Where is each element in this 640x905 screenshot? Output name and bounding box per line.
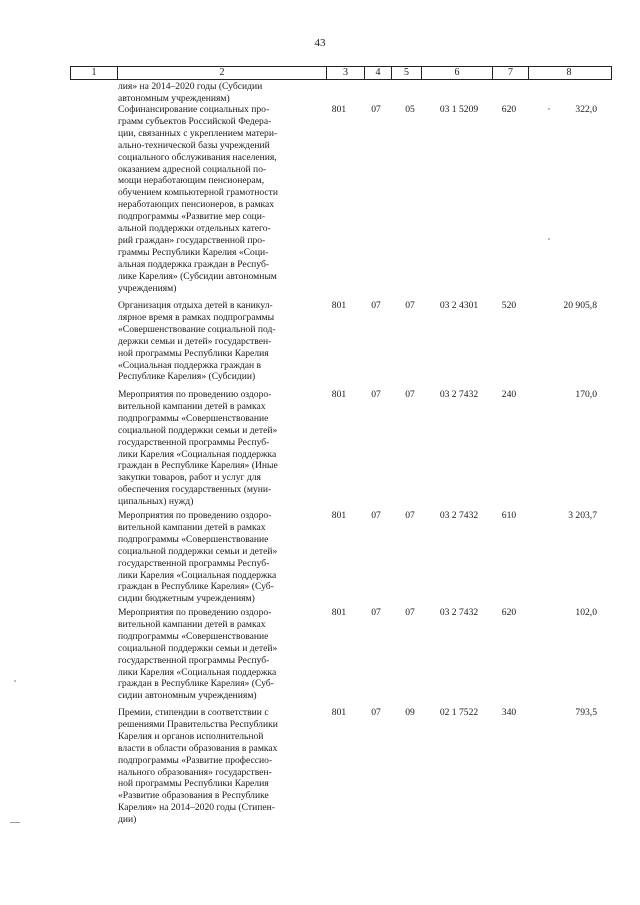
cell-target-article: 02 1 7522 [439, 707, 479, 718]
row-text-line: рий граждан» государственной про- [118, 234, 266, 246]
header-col-5: 5 [392, 67, 422, 79]
row-text-line: Мероприятия по проведению оздоро- [118, 607, 272, 618]
cell-target-article: 03 2 7432 [439, 607, 479, 618]
scan-artifact-dot [548, 108, 550, 110]
row-description [118, 300, 318, 383]
row-text-line: обеспечения государственных (муни- [118, 484, 272, 496]
cell-administrator-code: 801 [331, 510, 347, 521]
row-text-line: ально-технической базы учреждений [118, 139, 270, 151]
cell-subsection: 07 [405, 607, 415, 618]
row-text-line: граммы Республики Карелия «Соци- [118, 246, 269, 258]
row-text-line: Республике Карелия» (Субсидии) [118, 371, 256, 383]
cell-target-article: 03 2 4301 [439, 300, 479, 311]
row-text-line: ципальных) нужд) [118, 496, 194, 508]
row-text-line: государственной программы Респуб- [118, 436, 270, 448]
row-text-line: закупки товаров, работ и услуг для [118, 472, 261, 484]
cell-section: 07 [371, 607, 381, 618]
cell-target-article: 03 2 7432 [439, 510, 479, 521]
row-text-line: государственной программы Респуб- [118, 557, 270, 569]
row-text-line: дии) [118, 814, 137, 826]
row-text-line: вительной кампании детей в рамках [118, 618, 266, 630]
header-col-7: 7 [493, 67, 529, 79]
row-text-line: вительной кампании детей в рамках [118, 400, 266, 412]
cell-subsection: 07 [405, 510, 415, 521]
cell-amount: 20 905,8 [563, 300, 597, 311]
row-text-line: Карелия» на 2014–2020 годы (Стипен- [118, 802, 275, 814]
header-col-8: 8 [566, 67, 572, 78]
header-col-2: 2 [118, 67, 327, 79]
row-text-line: лики Карелия «Социальная поддержка [118, 569, 277, 581]
row-text-line: альная поддержка граждан в Респуб- [118, 258, 270, 270]
row-text-line: граждан в Республике Карелия» (Суб- [118, 581, 274, 593]
row-text-line: альной поддержки отдельных катего- [118, 223, 271, 235]
row-description [118, 104, 318, 295]
header-col-6: 6 [422, 67, 493, 79]
row-text-line: учреждениям) [118, 282, 177, 294]
row-text-line: ной программы Республики Карелия [118, 347, 269, 359]
row-text-line: лярное время в рамках подпрограммы [118, 311, 275, 323]
row-text-line: Софинансирование социальных про- [118, 104, 270, 115]
cell-administrator-code: 801 [331, 707, 347, 718]
row-description [118, 707, 318, 826]
cell-expense-type: 340 [501, 707, 517, 718]
cell-administrator-code: 801 [331, 389, 347, 400]
row-text-line: государственной программы Респуб- [118, 654, 270, 666]
cell-expense-type: 520 [501, 300, 517, 311]
row-text-line: грамм субъектов Российской Федера- [118, 115, 272, 127]
cell-expense-type: 620 [501, 104, 517, 115]
row-text-line: сидии автономным учреждениям) [118, 690, 257, 702]
cell-section: 07 [371, 104, 381, 115]
cell-amount: 3 203,7 [568, 510, 597, 521]
cell-expense-type: 240 [501, 389, 517, 400]
row-text-line: подпрограммы «Совершенствование [118, 533, 269, 545]
cell-administrator-code: 801 [331, 104, 347, 115]
row-text-line: подпрограммы «Развитие профессио- [118, 754, 273, 766]
row-text-line: социального обслуживания населения, [118, 151, 277, 163]
row-description [118, 607, 318, 702]
row-text-line: Мероприятия по проведению оздоро- [118, 510, 272, 521]
cell-subsection: 09 [405, 707, 415, 718]
cell-amount: 102,0 [575, 607, 597, 618]
cell-subsection: 07 [405, 300, 415, 311]
cell-section: 07 [371, 707, 381, 718]
row-text-line: лики Карелия «Социальная поддержка [118, 448, 277, 460]
row-text-line: вительной кампании детей в рамках [118, 521, 266, 533]
row-text-line: решениями Правительства Республики [118, 718, 278, 730]
cell-section: 07 [371, 510, 381, 521]
row-text-line: ции, связанных с укреплением матери- [118, 127, 278, 139]
row-description [118, 389, 318, 508]
row-text-line: лики Карелия «Социальная поддержка [118, 666, 277, 678]
row-text-line: граждан в Республике Карелия» (Суб- [118, 678, 274, 690]
header-col-1: 1 [71, 67, 118, 79]
cell-section: 07 [371, 389, 381, 400]
row-text-line: подпрограммы «Совершенствование [118, 412, 269, 424]
row-text-line: автономным учреждениям) [118, 92, 230, 104]
cell-section: 07 [371, 300, 381, 311]
cell-amount: 170,0 [575, 389, 597, 400]
row-text-line: держки семьи и детей» государствен- [118, 335, 272, 347]
row-text-line: Карелия и органов исполнительной [118, 730, 264, 742]
row-text-line: социальной поддержки семьи и детей» [118, 424, 278, 436]
row-text-line: власти в области образования в рамках [118, 742, 278, 754]
row-text-line: ной программы Республики Карелия [118, 778, 269, 790]
header-col-3: 3 [327, 67, 365, 79]
row-text-line: оказанием адресной социальной по- [118, 163, 267, 175]
scan-artifact-dot [548, 238, 550, 240]
row-text-line: Премии, стипендии в соответствии с [118, 707, 269, 718]
table-header [70, 66, 612, 80]
scan-margin-mark [10, 822, 20, 823]
row-text-line: обучением компьютерной грамотности [118, 187, 278, 199]
cell-target-article: 03 1 5209 [439, 104, 479, 115]
cell-target-article: 03 2 7432 [439, 389, 479, 400]
row-text-line: лике Карелия» (Субсидии автономным [118, 270, 277, 282]
row-text-line: мощи неработающим пенсионерам, [118, 175, 265, 187]
cell-amount: 322,0 [575, 104, 597, 115]
cell-expense-type: 620 [501, 607, 517, 618]
row-text-line: социальной поддержки семьи и детей» [118, 642, 278, 654]
row-text-line: неработающих пенсионеров, в рамках [118, 199, 275, 211]
header-col-4: 4 [365, 67, 392, 79]
cell-amount: 793,5 [575, 707, 597, 718]
cell-subsection: 05 [405, 104, 415, 115]
row-text-line: «Совершенствование социальной под- [118, 323, 276, 335]
row-text-line: сидии бюджетным учреждениям) [118, 593, 255, 605]
row-description [118, 510, 318, 605]
row-text-line: подпрограммы «Совершенствование [118, 630, 269, 642]
row-description [118, 81, 318, 105]
row-text-line: граждан в Республике Карелия» (Иные [118, 460, 278, 472]
cell-administrator-code: 801 [331, 607, 347, 618]
page-number: 43 [314, 37, 326, 49]
cell-subsection: 07 [405, 389, 415, 400]
scan-artifact-dot [14, 680, 16, 682]
cell-expense-type: 610 [501, 510, 517, 521]
row-text-line: социальной поддержки семьи и детей» [118, 545, 278, 557]
row-text-line: «Развитие образования в Республике [118, 790, 269, 802]
cell-administrator-code: 801 [331, 300, 347, 311]
row-text-line: подпрограммы «Развитие мер соци- [118, 211, 266, 223]
row-text-line: нального образования» государствен- [118, 766, 272, 778]
row-text-line: Организация отдыха детей в каникул- [118, 300, 273, 311]
row-text-line: Мероприятия по проведению оздоро- [118, 389, 272, 400]
row-text-line: лия» на 2014–2020 годы (Субсидии [118, 81, 263, 92]
row-text-line: «Социальная поддержка граждан в [118, 359, 262, 371]
